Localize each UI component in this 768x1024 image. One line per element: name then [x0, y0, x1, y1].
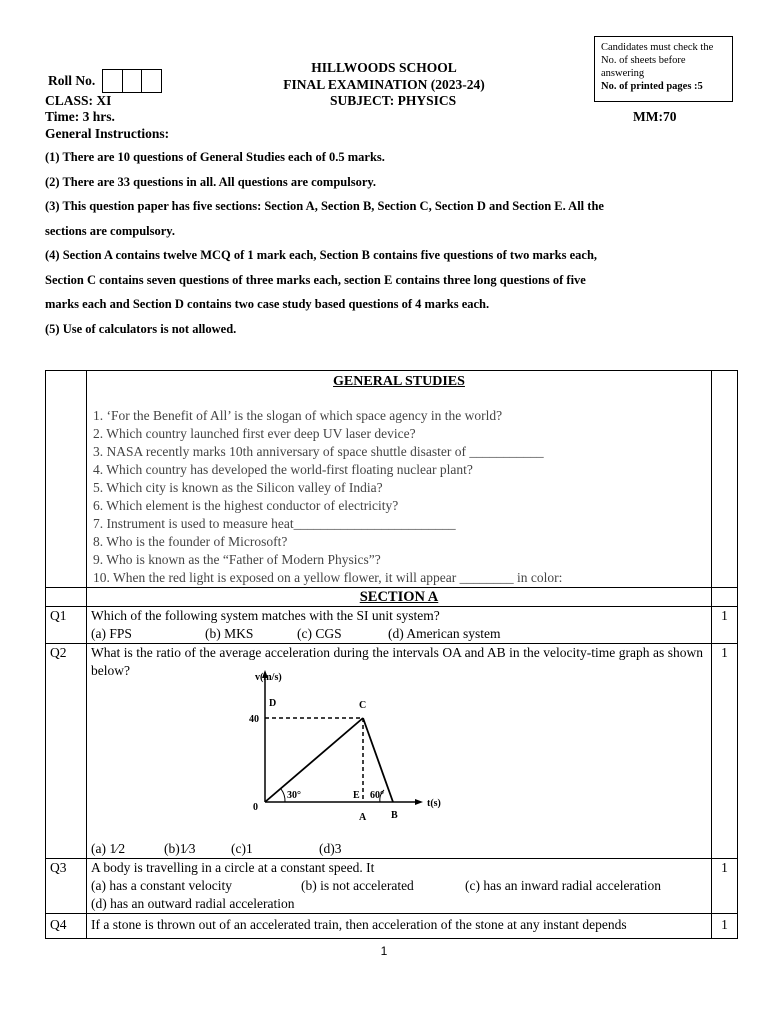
school-name: HILLWOODS SCHOOL: [311, 60, 457, 75]
question-marks: 1: [712, 859, 738, 914]
point-b-label: B: [391, 810, 398, 821]
option-a: (a) has a constant velocity: [91, 878, 232, 893]
answer-options: [91, 625, 707, 643]
angle-arc-o: [281, 789, 285, 802]
question-number: Q1: [46, 607, 87, 644]
instruction-item: (4) Section A contains twelve MCQ of 1 mark each, Section B contains five questions of two marks each, Section C contains seven questions of three marks each, section E contains three long questions of five marks each and Section D contains two case study based questions of 4 marks each.: [45, 248, 598, 311]
question-table: [45, 370, 738, 939]
class-label: CLASS: XI: [45, 93, 112, 108]
velocity-time-graph: [237, 666, 497, 826]
answer-options: [91, 840, 342, 858]
subject-title: SUBJECT: PHYSICS: [330, 93, 457, 108]
y-tick-label: 40: [249, 714, 259, 725]
question-row-q1: [46, 607, 738, 644]
question-number: Q3: [46, 859, 87, 914]
instruction-item: (5) Use of calculators is not allowed.: [45, 321, 237, 336]
option-b: (b)1⁄3: [164, 841, 196, 856]
instruction-item: (2) There are 33 questions in all. All questions are compulsory.: [45, 174, 377, 189]
question-row-q3: [46, 859, 738, 914]
y-axis-label: v(m/s): [255, 672, 282, 683]
x-axis-label: t(s): [427, 798, 441, 809]
page-number: 1: [380, 944, 388, 958]
option-b: (b) is not accelerated: [301, 878, 414, 893]
question-row-q4: [46, 914, 738, 939]
notice-text: Candidates must check the No. of sheets before answering: [601, 42, 714, 79]
origin-label: 0: [253, 802, 258, 813]
angle-label-30: 30°: [287, 790, 301, 801]
question-text: What is the ratio of the average acceleration during the intervals OA and AB in the velocity-time graph as shown below?: [91, 645, 703, 678]
question-number: Q2: [46, 644, 87, 859]
point-d-label: D: [269, 698, 277, 709]
gs-question: 6. Which element is the highest conductor of electricity?: [93, 498, 399, 513]
point-c-label: C: [359, 700, 367, 711]
option-c: (c)1: [231, 841, 253, 856]
general-studies-row: [46, 371, 738, 588]
question-row-q2: [46, 644, 738, 859]
option-c: (c) CGS: [297, 626, 342, 641]
general-studies-title: GENERAL STUDIES: [333, 374, 465, 389]
line-oc: [265, 718, 363, 802]
gs-question: 4. Which country has developed the world-first floating nuclear plant?: [93, 462, 473, 477]
gs-question: 10. When the red light is exposed on a yellow flower, it will appear ________ in color:: [93, 570, 563, 585]
gs-question: 3. NASA recently marks 10th anniversary of space shuttle disaster of ___________: [93, 444, 544, 459]
max-marks-label: MM:70: [633, 109, 677, 124]
instruction-item: (3) This question paper has five sections: Section A, Section B, Section C, Section D and Section E. All the sections are compulsory.: [45, 199, 604, 238]
question-text: If a stone is thrown out of an accelerated train, then acceleration of the stone at any instant depends: [87, 914, 712, 939]
roll-number-boxes[interactable]: [102, 69, 162, 93]
printed-pages-count: No. of printed pages :5: [601, 81, 703, 92]
instructions-title: General Instructions:: [45, 126, 170, 141]
question-marks: 1: [712, 644, 738, 859]
point-a-label: A: [359, 812, 367, 823]
roll-number-label: Roll No.: [48, 73, 96, 88]
instructions-list: [45, 145, 605, 341]
option-c: (c) has an inward radial acceleration: [465, 878, 662, 893]
section-a-title: SECTION A: [87, 588, 712, 607]
option-b: (b) MKS: [205, 626, 254, 641]
gs-question: 5. Which city is known as the Silicon valley of India?: [93, 480, 383, 495]
question-text: A body is travelling in a circle at a constant speed. It: [91, 860, 375, 875]
gs-question: 9. Who is known as the “Father of Modern Physics”?: [93, 552, 381, 567]
section-a-header-row: [46, 588, 738, 607]
option-a: (a) 1⁄2: [91, 841, 126, 856]
gs-question: 1. ‘For the Benefit of All’ is the slogan of which space agency in the world?: [93, 408, 503, 423]
angle-label-60: 60°: [370, 790, 384, 801]
exam-title: FINAL EXAMINATION (2023-24): [283, 77, 485, 92]
general-studies-list: [91, 391, 707, 587]
option-d: (d) American system: [388, 626, 501, 641]
question-marks: 1: [712, 914, 738, 939]
gs-question: 7. Instrument is used to measure heat________________________: [93, 516, 456, 531]
gs-question: 2. Which country launched first ever deep UV laser device?: [93, 426, 416, 441]
option-d: (d) has an outward radial acceleration: [91, 896, 295, 911]
option-d: (d)3: [319, 841, 342, 856]
point-e-label: E: [353, 790, 360, 801]
question-marks: 1: [712, 607, 738, 644]
x-axis-arrow: [415, 799, 423, 805]
option-a: (a) FPS: [91, 626, 132, 641]
instruction-item: (1) There are 10 questions of General Studies each of 0.5 marks.: [45, 150, 385, 164]
time-label: Time: 3 hrs.: [45, 109, 115, 124]
gs-question: 8. Who is the founder of Microsoft?: [93, 534, 288, 549]
answer-options: [91, 877, 707, 895]
question-text: Which of the following system matches with the SI unit system?: [91, 608, 440, 623]
question-number: Q4: [46, 914, 87, 939]
